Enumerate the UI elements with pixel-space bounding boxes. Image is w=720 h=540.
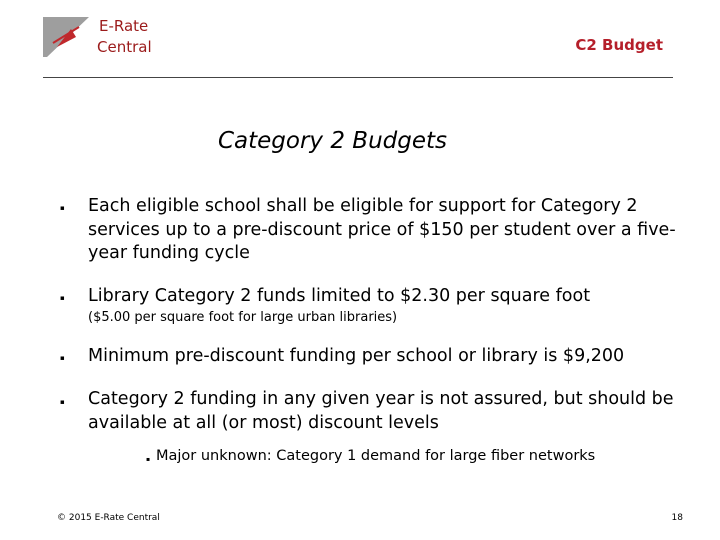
bullet-marker: ▪ bbox=[60, 204, 65, 212]
bullet-text-2: Library Category 2 funds limited to $2.30 per square foot bbox=[88, 286, 591, 306]
bullet-text-3: Minimum pre-discount funding per school or library is $9,200 bbox=[88, 346, 625, 366]
header-divider bbox=[43, 77, 673, 78]
bullet-marker: ▪ bbox=[60, 294, 65, 302]
library-note: ($5.00 per square foot for large urban libraries) bbox=[88, 310, 398, 325]
bullet-text-4: Category 2 funding in any given year is not assured, but should be available at all (or most) discount levels bbox=[88, 389, 674, 433]
page-number: 18 bbox=[671, 513, 683, 523]
e-rate-central-logo bbox=[43, 17, 89, 57]
sub-bullet-text: Major unknown: Category 1 demand for large fiber networks bbox=[156, 448, 596, 464]
brand-line-2: Central bbox=[97, 38, 152, 56]
brand-name bbox=[97, 16, 152, 58]
copyright-footer: © 2015 E-Rate Central bbox=[57, 513, 160, 523]
bullet-text-1: Each eligible school shall be eligible for support for Category 2 services up to a pre-discount price of $150 per student over a five-year funding cycle bbox=[88, 196, 676, 263]
slide-title: Category 2 Budgets bbox=[217, 128, 448, 154]
sub-bullet-marker: ▪ bbox=[146, 456, 151, 463]
brand-line-1: E-Rate bbox=[99, 17, 149, 35]
section-label: C2 Budget bbox=[575, 36, 663, 54]
bullet-marker: ▪ bbox=[60, 398, 65, 406]
bullet-marker: ▪ bbox=[60, 354, 65, 362]
